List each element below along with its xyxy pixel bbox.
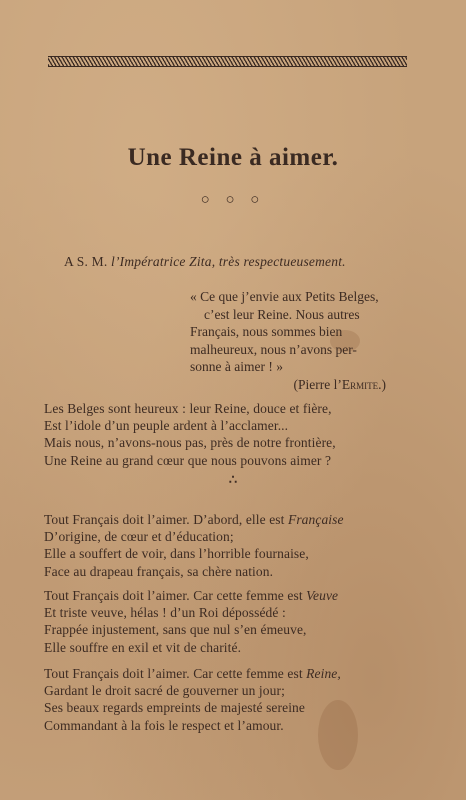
epigraph-quote: [190, 288, 406, 394]
verse-line: Commandant à la fois le respect et l’amour.: [44, 717, 284, 733]
verse-line: Ses beaux regards empreints de majesté sereine: [44, 700, 306, 716]
verse-line: Frappée injustement, sans que nul s’en émeuve,: [44, 622, 307, 638]
verse-italic: Veuve: [306, 588, 339, 603]
dedication-prefix: A S. M.: [64, 254, 111, 269]
verse-line: Mais nous, n’avons-nous pas, près de notre frontière,: [44, 435, 336, 451]
decorative-hatched-rule: [48, 56, 407, 67]
verse-text: Tout Français doit l’aimer. D’abord, elle est: [44, 512, 288, 527]
stanza-2: [44, 511, 344, 580]
verse-line: [44, 665, 341, 682]
verse-italic: Française: [287, 512, 344, 527]
verse-line: Gardant le droit sacré de gouverner un jour;: [44, 683, 285, 699]
verse-line: Une Reine au grand cœur que nous pouvons aimer ?: [44, 452, 332, 468]
epigraph-line: sonne à aimer ! »: [190, 359, 283, 375]
epigraph-line: Français, nous sommes bien: [190, 324, 343, 340]
poem-title: Une Reine à aimer.: [127, 144, 339, 171]
stanza-separator: ∴: [228, 472, 238, 487]
verse-text: Tout Français doit l’aimer. Car cette femme est: [44, 666, 307, 681]
verse-text: Tout Français doit l’aimer. Car cette femme est: [44, 588, 307, 603]
dedication: [64, 254, 346, 270]
epigraph-line: malheureux, nous n’avons per-: [190, 341, 357, 357]
epigraph-attribution: [190, 376, 406, 394]
epigraph-line: « Ce que j’envie aux Petits Belges,: [190, 289, 379, 304]
verse-line: D’origine, de cœur et d’éducation;: [44, 529, 234, 545]
verse-line: [44, 511, 344, 528]
verse-line: Est l’idole d’un peuple ardent à l’acclamer...: [44, 418, 289, 434]
verse-line: Elle a souffert de voir, dans l’horrible fournaise,: [44, 546, 309, 562]
stanza-4: [44, 665, 341, 734]
stanza-1: [44, 400, 336, 469]
stanza-3: [44, 587, 338, 656]
verse-line: Les Belges sont heureux : leur Reine, douce et fière,: [44, 401, 332, 416]
dedication-text: l’Impératrice Zita, très respectueusement.: [111, 254, 346, 269]
attribution-post: .): [378, 376, 386, 392]
verse-line: [44, 587, 338, 604]
verse-line: Et triste veuve, hélas ! d’un Roi dépossédé :: [44, 605, 286, 621]
verse-italic: Reine,: [306, 666, 341, 681]
attribution-pre: (Pierre l’: [293, 376, 342, 392]
attribution-smallcaps: Ermite: [341, 376, 379, 392]
verse-line: Face au drapeau français, sa chère nation.: [44, 563, 274, 579]
ornament-dots: ○ ○ ○: [200, 192, 266, 208]
epigraph-line: c’est leur Reine. Nous autres: [204, 306, 360, 322]
verse-line: Elle souffre en exil et vit de charité.: [44, 639, 242, 655]
